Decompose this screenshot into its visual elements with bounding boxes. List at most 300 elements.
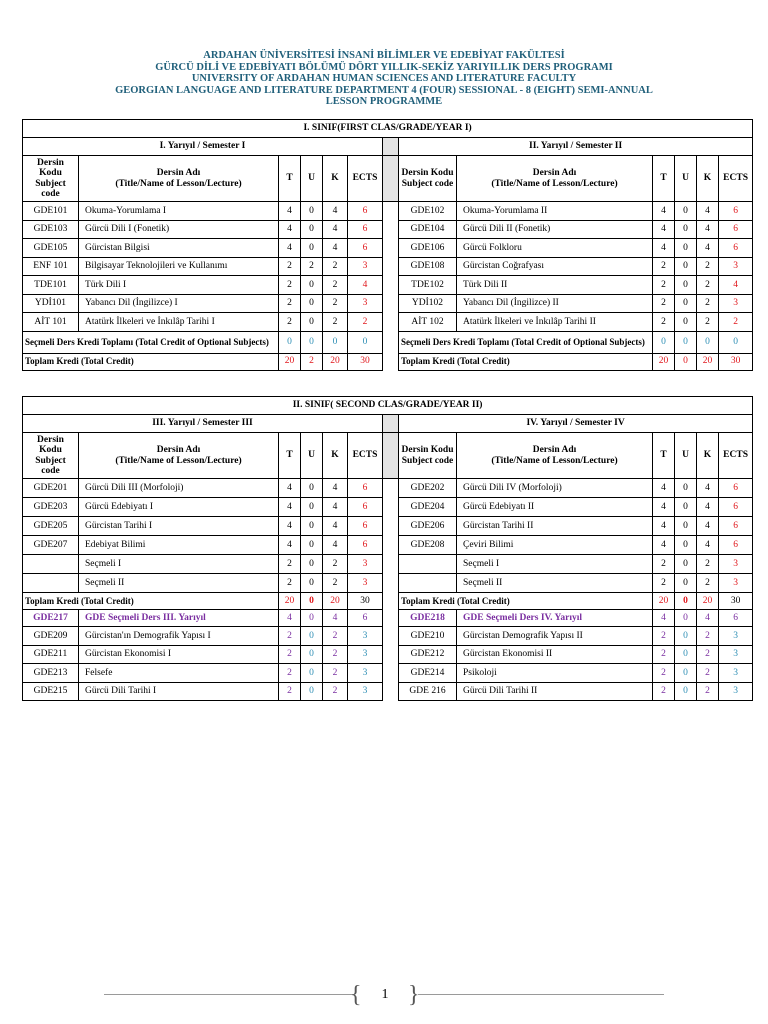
column-divider	[383, 645, 399, 664]
credit-u-left: 0	[301, 239, 323, 258]
credit-u-left: 0	[301, 574, 323, 593]
course-code-right: GDE108	[399, 257, 457, 276]
semester-2-title: II. Yarıyıl / Semester II	[399, 138, 753, 156]
course-name-right: Okuma-Yorumlama II	[457, 202, 653, 221]
column-divider	[383, 536, 399, 555]
table-row	[23, 682, 753, 701]
credit-k-left: 4	[323, 610, 348, 627]
col-t: T	[653, 156, 675, 202]
right-brace-icon: }	[408, 982, 420, 1008]
column-divider	[383, 574, 399, 593]
credit-k-right: 4	[697, 498, 719, 517]
course-code-left: GDE213	[23, 664, 79, 683]
course-code-right: GDE212	[399, 645, 457, 664]
credit-k-right: 2	[697, 313, 719, 332]
ects-right: 3	[719, 574, 753, 593]
credit-k-left: 4	[323, 239, 348, 258]
course-code-left: TDE101	[23, 276, 79, 295]
ects-left: 3	[348, 555, 383, 574]
credit-u-right: 0	[675, 682, 697, 701]
credit-k-right: 4	[697, 536, 719, 555]
course-name-left: Atatürk İlkeleri ve İnkılâp Tarihi I	[79, 313, 279, 332]
ects-right: 6	[719, 517, 753, 536]
sum-t: 20	[653, 593, 675, 610]
credit-t-right: 2	[653, 313, 675, 332]
course-name-left: Türk Dili I	[79, 276, 279, 295]
col-code: Dersin Kodu Subject code	[23, 433, 79, 479]
col-u: U	[675, 433, 697, 479]
ects-left: 6	[348, 517, 383, 536]
credit-k-left: 2	[323, 682, 348, 701]
credit-u-left: 0	[301, 498, 323, 517]
credit-t-left: 4	[279, 239, 301, 258]
course-name-left: Edebiyat Bilimi	[79, 536, 279, 555]
credit-t-right: 2	[653, 574, 675, 593]
course-code-left: GDE203	[23, 498, 79, 517]
column-divider	[383, 415, 399, 433]
ects-right: 3	[719, 257, 753, 276]
sum-t: 0	[653, 331, 675, 353]
credit-k-left: 4	[323, 536, 348, 555]
sum-k: 20	[323, 353, 348, 370]
table-row	[23, 313, 753, 332]
ects-right: 6	[719, 220, 753, 239]
course-name-left: Yabancı Dil (İngilizce) I	[79, 294, 279, 313]
sum-k: 20	[697, 593, 719, 610]
course-name-left: Okuma-Yorumlama I	[79, 202, 279, 221]
col-code: Dersin Kodu Subject code	[399, 156, 457, 202]
column-divider	[383, 433, 399, 479]
header-line-4: GEORGIAN LANGUAGE AND LITERATURE DEPARTMENT 4 (FOUR) SESSIONAL - 8 (EIGHT) SEMI-ANNUAL LESSON PROGRAMME	[115, 84, 653, 107]
ects-right: 3	[719, 627, 753, 646]
ects-left: 4	[348, 276, 383, 295]
ects-left: 3	[348, 294, 383, 313]
course-code-right: GDE206	[399, 517, 457, 536]
credit-t-right: 2	[653, 257, 675, 276]
course-name-left: Gürcü Edebiyatı I	[79, 498, 279, 517]
table-row	[23, 220, 753, 239]
column-divider	[383, 517, 399, 536]
sum-u: 0	[301, 331, 323, 353]
col-u: U	[675, 156, 697, 202]
ects-left: 6	[348, 239, 383, 258]
ects-left: 3	[348, 682, 383, 701]
col-k: K	[323, 156, 348, 202]
credit-k-left: 4	[323, 220, 348, 239]
column-divider	[383, 220, 399, 239]
credit-k-left: 4	[323, 498, 348, 517]
credit-k-right: 2	[697, 574, 719, 593]
table-row	[23, 479, 753, 498]
course-name-right: Gürcistan Demografik Yapısı II	[457, 627, 653, 646]
credit-u-left: 0	[301, 536, 323, 555]
ects-right: 3	[719, 294, 753, 313]
col-k: K	[697, 156, 719, 202]
credit-t-right: 4	[653, 239, 675, 258]
course-code-right: GDE102	[399, 202, 457, 221]
column-divider	[383, 276, 399, 295]
header-line-2: GÜRCÜ DİLİ VE EDEBİYATI BÖLÜMÜ DÖRT YILLIK-SEKİZ YARIYILLIK DERS PROGRAMI	[155, 61, 613, 73]
credit-t-right: 4	[653, 517, 675, 536]
course-name-left: Gürcü Dili I (Fonetik)	[79, 220, 279, 239]
credit-k-right: 4	[697, 517, 719, 536]
year-2-title: II. SINIF( SECOND CLAS/GRADE/YEAR II)	[23, 397, 753, 415]
credit-k-left: 2	[323, 555, 348, 574]
credit-u-left: 0	[301, 610, 323, 627]
table-row	[23, 517, 753, 536]
credit-u-left: 0	[301, 682, 323, 701]
credit-k-right: 4	[697, 202, 719, 221]
sum-ects: 0	[719, 331, 753, 353]
ects-left: 3	[348, 574, 383, 593]
credit-t-right: 2	[653, 645, 675, 664]
course-name-right: Türk Dili II	[457, 276, 653, 295]
table-row	[23, 574, 753, 593]
course-name-right: Gürcü Edebiyatı II	[457, 498, 653, 517]
summary-label-right: Seçmeli Ders Kredi Toplamı (Total Credit of Optional Subjects)	[399, 331, 653, 353]
year-1-title: I. SINIF(FIRST CLAS/GRADE/YEAR I)	[23, 120, 753, 138]
sum-t: 20	[279, 353, 301, 370]
credit-k-right: 2	[697, 664, 719, 683]
summary-label-left: Seçmeli Ders Kredi Toplamı (Total Credit of Optional Subjects)	[23, 331, 279, 353]
course-code-right: GDE106	[399, 239, 457, 258]
sum-k: 0	[323, 331, 348, 353]
course-code-left	[23, 574, 79, 593]
credit-u-right: 0	[675, 645, 697, 664]
col-u: U	[301, 156, 323, 202]
credit-u-left: 2	[301, 257, 323, 276]
credit-t-left: 2	[279, 313, 301, 332]
col-ects: ECTS	[719, 433, 753, 479]
table-row	[23, 555, 753, 574]
credit-k-left: 2	[323, 627, 348, 646]
credit-u-right: 0	[675, 220, 697, 239]
course-code-right	[399, 574, 457, 593]
ects-left: 3	[348, 257, 383, 276]
summary-label-right: Toplam Kredi (Total Credit)	[399, 353, 653, 370]
col-name: Dersin Adı (Title/Name of Lesson/Lecture)	[457, 433, 653, 479]
credit-t-left: 4	[279, 202, 301, 221]
ects-right: 2	[719, 313, 753, 332]
course-code-left: GDE205	[23, 517, 79, 536]
course-name-right: Psikoloji	[457, 664, 653, 683]
year-1-table	[22, 119, 753, 371]
course-name-left: GDE Seçmeli Ders III. Yarıyıl	[79, 610, 279, 627]
credit-t-left: 2	[279, 664, 301, 683]
ects-left: 6	[348, 202, 383, 221]
column-divider	[383, 313, 399, 332]
credit-k-left: 2	[323, 257, 348, 276]
table-row	[23, 276, 753, 295]
ects-right: 6	[719, 202, 753, 221]
sum-u: 0	[675, 331, 697, 353]
sum-t: 20	[653, 353, 675, 370]
credit-u-right: 0	[675, 257, 697, 276]
credit-t-right: 2	[653, 682, 675, 701]
credit-u-left: 0	[301, 294, 323, 313]
course-name-left: Gürcistan Bilgisi	[79, 239, 279, 258]
footer-rule-left	[104, 994, 354, 995]
credit-u-right: 0	[675, 664, 697, 683]
semester-3-title: III. Yarıyıl / Semester III	[23, 415, 383, 433]
column-divider	[383, 682, 399, 701]
credit-t-left: 2	[279, 257, 301, 276]
ects-left: 6	[348, 498, 383, 517]
col-t: T	[653, 433, 675, 479]
credit-k-left: 4	[323, 202, 348, 221]
credit-t-right: 2	[653, 294, 675, 313]
course-name-left: Bilgisayar Teknolojileri ve Kullanımı	[79, 257, 279, 276]
sum-k: 20	[697, 353, 719, 370]
credit-u-right: 0	[675, 313, 697, 332]
course-code-right: GDE104	[399, 220, 457, 239]
credit-k-left: 2	[323, 664, 348, 683]
ects-right: 6	[719, 536, 753, 555]
course-code-left: GDE201	[23, 479, 79, 498]
credit-t-right: 2	[653, 627, 675, 646]
course-name-right: Gürcistan Tarihi II	[457, 517, 653, 536]
credit-u-right: 0	[675, 294, 697, 313]
credit-k-right: 4	[697, 239, 719, 258]
credit-k-right: 4	[697, 220, 719, 239]
credit-t-left: 2	[279, 627, 301, 646]
column-divider	[383, 479, 399, 498]
course-name-left: Gürcistan Tarihi I	[79, 517, 279, 536]
sum-ects: 30	[719, 593, 753, 610]
course-name-left: Seçmeli I	[79, 555, 279, 574]
column-divider	[383, 664, 399, 683]
credit-u-left: 0	[301, 479, 323, 498]
course-name-right: Gürcü Dili II (Fonetik)	[457, 220, 653, 239]
col-name: Dersin Adı (Title/Name of Lesson/Lecture)	[79, 156, 279, 202]
course-name-right: Seçmeli II	[457, 574, 653, 593]
credit-u-right: 0	[675, 498, 697, 517]
course-code-right: TDE102	[399, 276, 457, 295]
credit-k-right: 2	[697, 555, 719, 574]
table-row	[23, 498, 753, 517]
credit-u-right: 0	[675, 627, 697, 646]
ects-right: 6	[719, 239, 753, 258]
credit-t-left: 2	[279, 294, 301, 313]
col-t: T	[279, 433, 301, 479]
col-k: K	[697, 433, 719, 479]
credit-u-left: 0	[301, 517, 323, 536]
sum-ects: 30	[348, 353, 383, 370]
ects-right: 3	[719, 645, 753, 664]
credit-k-right: 4	[697, 610, 719, 627]
credit-t-left: 4	[279, 479, 301, 498]
ects-right: 3	[719, 555, 753, 574]
col-code: Dersin Kodu Subject code	[23, 156, 79, 202]
credit-t-right: 2	[653, 664, 675, 683]
credit-t-right: 4	[653, 498, 675, 517]
credit-t-left: 4	[279, 498, 301, 517]
credit-k-left: 2	[323, 313, 348, 332]
col-ects: ECTS	[719, 156, 753, 202]
credit-u-left: 0	[301, 220, 323, 239]
column-divider	[383, 202, 399, 221]
credit-u-left: 0	[301, 645, 323, 664]
col-code: Dersin Kodu Subject code	[399, 433, 457, 479]
credit-k-left: 4	[323, 479, 348, 498]
column-divider	[383, 138, 399, 156]
ects-left: 3	[348, 627, 383, 646]
credit-t-right: 4	[653, 220, 675, 239]
sum-u: 2	[301, 353, 323, 370]
table-row	[23, 536, 753, 555]
column-divider	[383, 257, 399, 276]
credit-t-right: 4	[653, 202, 675, 221]
table-row	[23, 202, 753, 221]
summary-row	[23, 593, 753, 610]
credit-u-right: 0	[675, 610, 697, 627]
column-divider	[383, 498, 399, 517]
credit-u-right: 0	[675, 479, 697, 498]
ects-left: 6	[348, 536, 383, 555]
credit-t-right: 2	[653, 276, 675, 295]
credit-t-left: 2	[279, 574, 301, 593]
credit-t-left: 2	[279, 555, 301, 574]
ects-left: 2	[348, 313, 383, 332]
credit-k-right: 2	[697, 645, 719, 664]
semester-1-title: I. Yarıyıl / Semester I	[23, 138, 383, 156]
column-divider	[383, 331, 399, 353]
table-row	[23, 610, 753, 627]
ects-right: 4	[719, 276, 753, 295]
sum-ects: 30	[719, 353, 753, 370]
course-code-left	[23, 555, 79, 574]
summary-row	[23, 331, 753, 353]
footer-rule-right	[418, 994, 664, 995]
course-name-left: Gürcistan Ekonomisi I	[79, 645, 279, 664]
sum-k: 20	[323, 593, 348, 610]
course-code-right: GDE202	[399, 479, 457, 498]
course-code-right: GDE218	[399, 610, 457, 627]
credit-k-right: 4	[697, 479, 719, 498]
credit-t-left: 2	[279, 645, 301, 664]
summary-label-left: Toplam Kredi (Total Credit)	[23, 353, 279, 370]
sum-t: 20	[279, 593, 301, 610]
column-divider	[383, 353, 399, 370]
semester-4-title: IV. Yarıyıl / Semester IV	[399, 415, 753, 433]
course-code-right: GDE214	[399, 664, 457, 683]
credit-t-right: 4	[653, 536, 675, 555]
column-divider	[383, 156, 399, 202]
course-code-right: GDE208	[399, 536, 457, 555]
course-name-right: Atatürk İlkeleri ve İnkılâp Tarihi II	[457, 313, 653, 332]
course-name-right: Gürcü Dili IV (Morfoloji)	[457, 479, 653, 498]
course-name-right: Gürcistan Coğrafyası	[457, 257, 653, 276]
course-code-right	[399, 555, 457, 574]
sum-k: 0	[697, 331, 719, 353]
credit-t-left: 4	[279, 517, 301, 536]
course-code-right: YDİ102	[399, 294, 457, 313]
col-t: T	[279, 156, 301, 202]
credit-u-left: 0	[301, 276, 323, 295]
credit-u-right: 0	[675, 574, 697, 593]
credit-t-left: 2	[279, 276, 301, 295]
col-k: K	[323, 433, 348, 479]
course-code-left: GDE209	[23, 627, 79, 646]
course-name-left: Gürcü Dili III (Morfoloji)	[79, 479, 279, 498]
course-code-left: GDE101	[23, 202, 79, 221]
credit-k-right: 2	[697, 294, 719, 313]
table-row	[23, 294, 753, 313]
credit-t-right: 4	[653, 610, 675, 627]
credit-u-right: 0	[675, 536, 697, 555]
ects-right: 6	[719, 498, 753, 517]
credit-k-right: 2	[697, 257, 719, 276]
ects-left: 6	[348, 479, 383, 498]
ects-right: 3	[719, 664, 753, 683]
col-ects: ECTS	[348, 433, 383, 479]
course-code-left: GDE217	[23, 610, 79, 627]
column-divider	[383, 294, 399, 313]
sum-ects: 30	[348, 593, 383, 610]
column-divider	[383, 239, 399, 258]
ects-right: 6	[719, 479, 753, 498]
year-2-table	[22, 396, 753, 701]
ects-left: 6	[348, 220, 383, 239]
course-name-right: Gürcü Folkloru	[457, 239, 653, 258]
column-divider	[383, 593, 399, 610]
credit-t-left: 4	[279, 220, 301, 239]
sum-u: 0	[301, 593, 323, 610]
table-row	[23, 257, 753, 276]
credit-t-right: 2	[653, 555, 675, 574]
course-code-left: GDE215	[23, 682, 79, 701]
credit-u-left: 0	[301, 313, 323, 332]
course-name-left: Gürcistan'ın Demografik Yapısı I	[79, 627, 279, 646]
credit-u-right: 0	[675, 276, 697, 295]
column-divider	[383, 610, 399, 627]
course-name-right: Çeviri Bilimi	[457, 536, 653, 555]
credit-k-left: 2	[323, 645, 348, 664]
course-code-right: AİT 102	[399, 313, 457, 332]
credit-u-right: 0	[675, 202, 697, 221]
course-name-left: Gürcü Dili Tarihi I	[79, 682, 279, 701]
credit-k-left: 2	[323, 276, 348, 295]
course-name-left: Felsefe	[79, 664, 279, 683]
credit-t-left: 4	[279, 536, 301, 555]
course-code-left: GDE211	[23, 645, 79, 664]
credit-t-left: 2	[279, 682, 301, 701]
credit-u-right: 0	[675, 239, 697, 258]
course-name-right: Gürcistan Ekonomisi II	[457, 645, 653, 664]
summary-label-right: Toplam Kredi (Total Credit)	[399, 593, 653, 610]
credit-k-left: 4	[323, 517, 348, 536]
sum-u: 0	[675, 353, 697, 370]
ects-right: 3	[719, 682, 753, 701]
sum-ects: 0	[348, 331, 383, 353]
credit-k-right: 2	[697, 276, 719, 295]
course-code-right: GDE 216	[399, 682, 457, 701]
credit-k-right: 2	[697, 682, 719, 701]
col-name: Dersin Adı (Title/Name of Lesson/Lecture)	[79, 433, 279, 479]
col-name: Dersin Adı (Title/Name of Lesson/Lecture)	[457, 156, 653, 202]
credit-k-right: 2	[697, 627, 719, 646]
ects-left: 3	[348, 664, 383, 683]
course-code-left: AİT 101	[23, 313, 79, 332]
credit-u-left: 0	[301, 664, 323, 683]
course-code-right: GDE210	[399, 627, 457, 646]
table-row	[23, 627, 753, 646]
col-u: U	[301, 433, 323, 479]
course-name-right: GDE Seçmeli Ders IV. Yarıyıl	[457, 610, 653, 627]
course-name-left: Seçmeli II	[79, 574, 279, 593]
ects-left: 6	[348, 610, 383, 627]
document-header	[0, 50, 768, 108]
